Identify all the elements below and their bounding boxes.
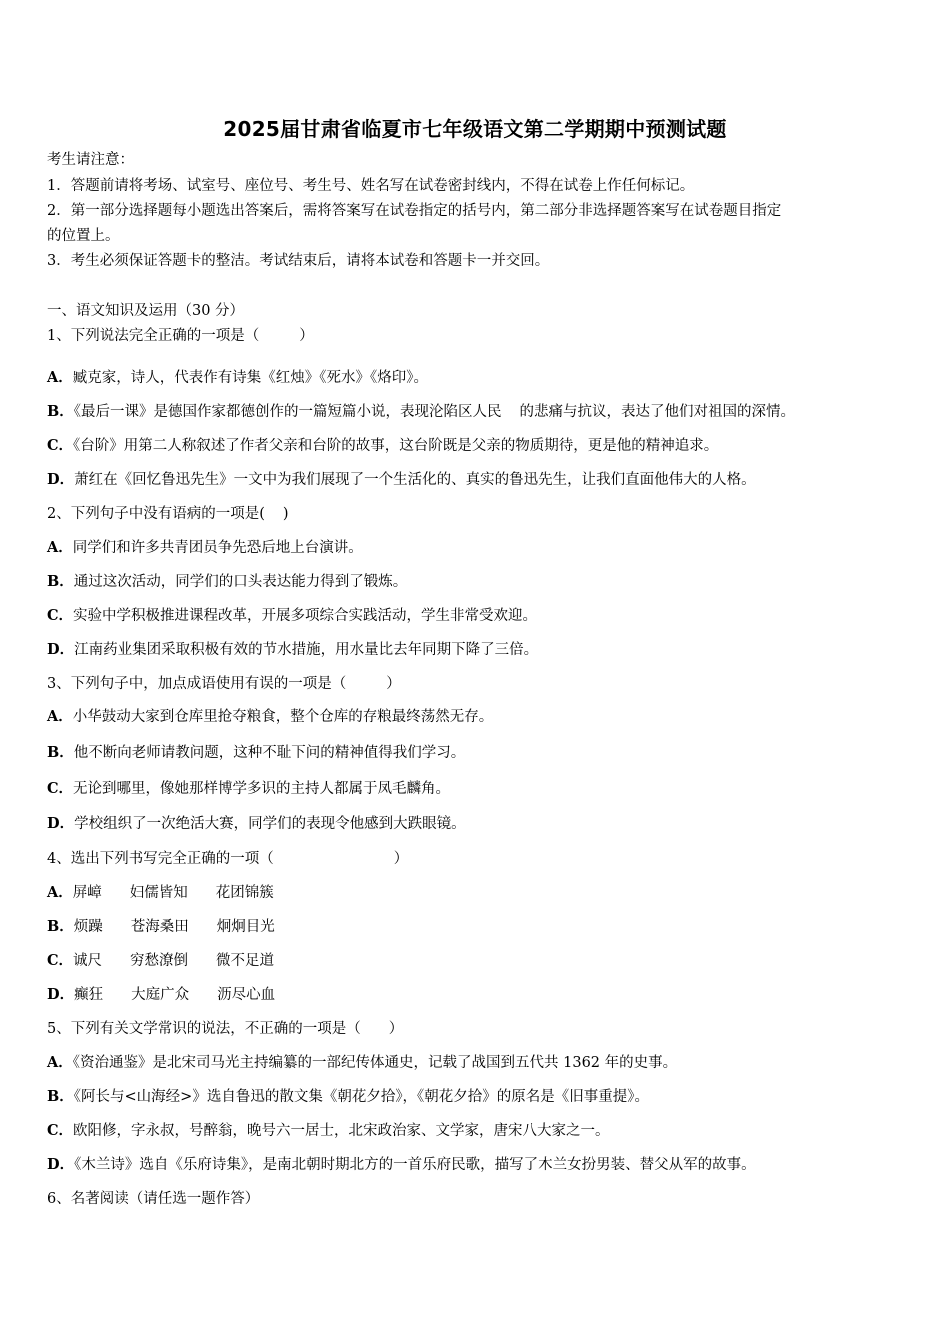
notice-item-3: 3．考生必须保证答题卡的整洁。考试结束后，请将本试卷和答题卡一并交回。 xyxy=(47,253,550,269)
option-text: 欧阳修，字永叔，号醉翁，晚号六一居士，北宋政治家、文学家，唐宋八大家之一。 xyxy=(73,1123,610,1139)
notice-item-1: 1．答题前请将考场、试室号、座位号、考生号、姓名写在试卷密封线内，不得在试卷上作任何标记。 xyxy=(47,178,695,194)
option-text: 无论到哪里，像她那样博学多识的主持人都属于凤毛麟角。 xyxy=(73,781,451,797)
option-text: 小华鼓动大家到仓库里抢夺粮食，整个仓库的存粮最终荡然无存。 xyxy=(72,709,494,725)
option-label: C． xyxy=(47,952,74,969)
option-label: C． xyxy=(47,1122,74,1139)
option-label: B． xyxy=(47,918,74,935)
option-item xyxy=(47,743,465,763)
option-label: D． xyxy=(47,471,75,488)
option-item xyxy=(47,640,538,660)
option-item xyxy=(47,985,275,1005)
section-heading: 一、语文知识及运用（30 分） xyxy=(47,303,245,319)
option-label: A． xyxy=(47,884,73,901)
option-text: 《木兰诗》选自《乐府诗集》，是南北朝时期北方的一首乐府民歌，描写了木兰女扮男装、替父从军的故事。 xyxy=(74,1157,756,1173)
option-item xyxy=(47,572,407,592)
question-stem-text: 5、下列有关文学常识的说法，不正确的一项是（ xyxy=(47,1021,361,1037)
option-item xyxy=(47,470,756,490)
option-label: D． xyxy=(47,641,75,658)
question-stem-end: ） xyxy=(299,328,314,344)
question-stem-text: 3、下列句子中，加点成语使用有误的一项是（ xyxy=(47,676,347,692)
option-text: 江南药业集团采取积极有效的节水措施，用水量比去年同期下降了三倍。 xyxy=(74,642,539,658)
option-text: 《最后一课》是德国作家都德创作的一篇短篇小说，表现沦陷区人民 xyxy=(73,404,502,420)
question-stem xyxy=(47,1189,259,1209)
option-item xyxy=(47,436,718,456)
option-item xyxy=(47,814,466,834)
option-item xyxy=(47,883,274,903)
question-stem-text: 6、名著阅读（请任选一题作答） xyxy=(47,1191,260,1207)
option-word: 烦躁 xyxy=(73,919,103,935)
option-text: 《阿长与<山海经>》选自鲁迅的散文集《朝花夕拾》，《朝花夕拾》的原名是《旧事重提》。 xyxy=(73,1089,650,1105)
question-stem xyxy=(47,1019,403,1039)
option-item xyxy=(47,368,428,388)
option-label: A． xyxy=(47,1054,73,1071)
option-label: B． xyxy=(47,744,74,761)
question-stem xyxy=(47,674,401,694)
option-item xyxy=(47,917,275,937)
option-label: A． xyxy=(47,708,73,725)
option-item xyxy=(47,951,274,971)
option-item xyxy=(47,1155,756,1175)
option-label: B． xyxy=(47,1088,74,1105)
option-text: 《资治通鉴》是北宋司马光主持编纂的一部纪传体通史，记载了战国到五代共 1362 年的史事。 xyxy=(72,1055,678,1071)
option-item xyxy=(47,1121,610,1141)
option-text: 他不断向老师请教问题，这种不耻下问的精神值得我们学习。 xyxy=(73,745,466,761)
option-text: 实验中学积极推进课程改革，开展多项综合实践活动，学生非常受欢迎。 xyxy=(73,608,538,624)
option-word: 穷愁潦倒 xyxy=(130,953,189,969)
option-label: A． xyxy=(47,369,73,386)
page-title: 2025届甘肃省临夏市七年级语文第二学期期中预测试题 xyxy=(223,117,727,141)
option-label: B． xyxy=(47,403,74,420)
option-label: C． xyxy=(47,607,74,624)
option-word: 炯炯目光 xyxy=(216,919,275,935)
option-word: 沥尽心血 xyxy=(217,987,276,1003)
option-label: D． xyxy=(47,1156,75,1173)
option-word: 妇儒皆知 xyxy=(129,885,188,901)
option-text: 臧克家，诗人，代表作有诗集《红烛》《死水》《烙印》。 xyxy=(72,370,429,386)
option-word: 屏嶂 xyxy=(72,885,102,901)
option-item xyxy=(47,606,537,626)
question-stem-text: 4、选出下列书写完全正确的一项（ xyxy=(47,851,274,867)
option-text-cont: 的悲痛与抗议，表达了他们对祖国的深情。 xyxy=(519,404,796,420)
option-word: 花团锦簇 xyxy=(215,885,274,901)
option-label: C． xyxy=(47,780,74,797)
question-stem-end: ） xyxy=(393,851,409,867)
option-item xyxy=(47,402,795,422)
option-word: 微不足道 xyxy=(216,953,275,969)
question-stem xyxy=(47,849,408,869)
option-label: C． xyxy=(47,437,74,454)
option-label: D． xyxy=(47,815,75,832)
option-text: 同学们和许多共青团员争先恐后地上台演讲。 xyxy=(72,540,363,556)
option-item xyxy=(47,1053,677,1073)
question-stem xyxy=(47,326,314,346)
notice-item-2-cont: 的位置上。 xyxy=(47,228,120,244)
option-label: D． xyxy=(47,986,75,1003)
option-word: 大庭广众 xyxy=(131,987,190,1003)
option-item xyxy=(47,538,363,558)
option-item xyxy=(47,779,450,799)
option-label: B． xyxy=(47,573,74,590)
question-stem-end: ） xyxy=(386,676,401,692)
option-word: 诚尺 xyxy=(73,953,103,969)
option-word: 癫狂 xyxy=(74,987,104,1003)
question-stem-text: 2、下列句子中没有语病的一项是( xyxy=(47,506,265,522)
option-item xyxy=(47,707,493,727)
question-stem-text: 1、下列说法完全正确的一项是（ xyxy=(47,328,260,344)
notice-heading: 考生请注意： xyxy=(47,152,134,168)
option-item xyxy=(47,1087,649,1107)
option-word: 苍海桑田 xyxy=(130,919,189,935)
option-text: 萧红在《回忆鲁迅先生》一文中为我们展现了一个生活化的、真实的鲁迅先生，让我们直面他伟大的人格。 xyxy=(74,472,756,488)
option-text: 通过这次活动，同学们的口头表达能力得到了锻炼。 xyxy=(73,574,408,590)
question-stem xyxy=(47,504,289,524)
option-label: A． xyxy=(47,539,73,556)
question-stem-end: ) xyxy=(282,506,289,522)
notice-item-2: 2．第一部分选择题每小题选出答案后，需将答案写在试卷指定的括号内，第二部分非选择题答案写在试卷题目指定 xyxy=(47,203,782,219)
option-text: 学校组织了一次绝活大赛，同学们的表现令他感到大跌眼镜。 xyxy=(74,816,466,832)
question-stem-end: ） xyxy=(388,1021,404,1037)
option-text: 《台阶》用第二人称叙述了作者父亲和台阶的故事，这台阶既是父亲的物质期待，更是他的精神追求。 xyxy=(73,438,719,454)
